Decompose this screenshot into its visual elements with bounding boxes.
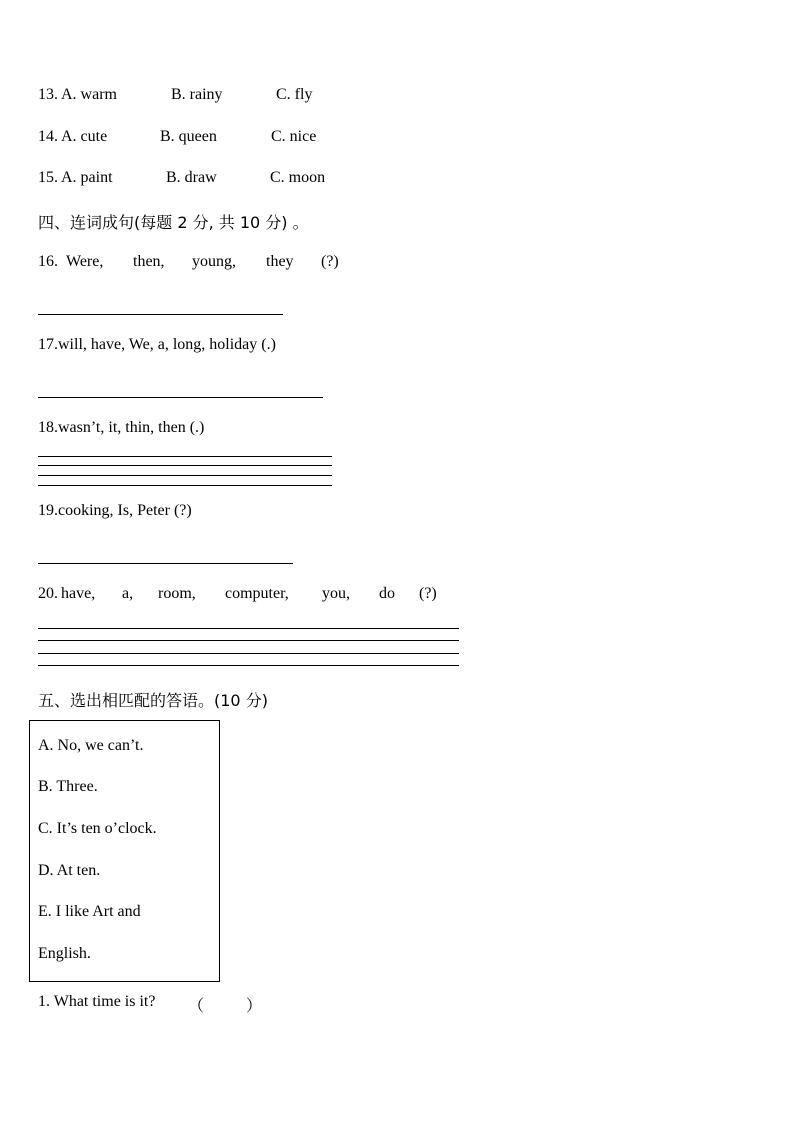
question-15-option-b: B. draw — [166, 169, 217, 186]
question-20-number: 20. — [38, 585, 58, 602]
question-13-option-b: B. rainy — [171, 86, 223, 103]
section-4-heading: 四、连词成句(每题 2 分, 共 10 分) 。 — [38, 213, 309, 232]
answer-line-18-a[interactable] — [38, 456, 332, 457]
question-17-number: 17. — [38, 336, 58, 353]
answer-line-18-c[interactable] — [38, 475, 332, 476]
question-20-word-3: room, — [158, 585, 196, 602]
question-17-words: will, have, We, a, long, holiday (.) — [58, 336, 276, 353]
answer-option-a: A. No, we can’t. — [38, 737, 144, 754]
question-19-words: cooking, Is, Peter (?) — [58, 502, 192, 519]
question-18-number: 18. — [38, 419, 58, 436]
answer-option-e-continued: English. — [38, 945, 91, 962]
answer-line-20-b[interactable] — [38, 640, 459, 641]
question-20-word-2: a, — [122, 585, 134, 602]
match-question-1-text: 1. What time is it? — [38, 993, 156, 1010]
question-20-word-7: (?) — [419, 585, 437, 602]
question-14-option-c: C. nice — [271, 128, 317, 145]
answer-option-d: D. At ten. — [38, 862, 101, 879]
question-20-word-1: have, — [61, 585, 96, 602]
question-15-option-c: C. moon — [270, 169, 326, 186]
question-16-word-1: Were, — [66, 253, 104, 270]
answer-line-19[interactable] — [38, 563, 293, 564]
question-20-word-4: computer, — [225, 585, 289, 602]
answer-line-20-d[interactable] — [38, 665, 459, 666]
question-15-number: 15. — [38, 169, 58, 186]
question-15-option-a: A. paint — [61, 169, 113, 186]
question-20-word-6: do — [379, 585, 395, 602]
question-19-number: 19. — [38, 502, 58, 519]
answer-line-20-c[interactable] — [38, 653, 459, 654]
answer-line-18-b[interactable] — [38, 465, 332, 466]
question-16-word-2: then, — [133, 253, 165, 270]
question-16-word-4: they — [266, 253, 294, 270]
question-13-option-c: C. fly — [276, 86, 313, 103]
question-17 — [38, 336, 276, 354]
question-18-words: wasn’t, it, thin, then (.) — [58, 419, 205, 436]
question-16-word-3: young, — [192, 253, 236, 270]
question-18 — [38, 419, 204, 437]
answer-option-b: B. Three. — [38, 778, 98, 795]
question-19 — [38, 502, 192, 520]
answer-line-20-a[interactable] — [38, 628, 459, 629]
answer-options-box — [29, 720, 220, 982]
question-13-option-a: A. warm — [61, 86, 117, 103]
answer-blank[interactable] — [210, 993, 250, 1011]
question-13-number: 13. — [38, 86, 58, 103]
question-16-number: 16. — [38, 253, 58, 270]
answer-option-e: E. I like Art and — [38, 903, 141, 920]
question-20-word-5: you, — [322, 585, 350, 602]
answer-line-17[interactable] — [38, 397, 323, 398]
answer-bracket-close: ） — [246, 996, 263, 1015]
answer-line-18-d[interactable] — [38, 485, 332, 486]
question-14-option-b: B. queen — [160, 128, 217, 145]
question-14-option-a: A. cute — [61, 128, 108, 145]
section-5-heading: 五、选出相匹配的答语。(10 分) — [38, 691, 268, 710]
answer-bracket-open: （ — [188, 996, 205, 1015]
question-16-word-5: (?) — [321, 253, 339, 270]
answer-line-16[interactable] — [38, 314, 283, 315]
question-14-number: 14. — [38, 128, 58, 145]
answer-option-c: C. It’s ten o’clock. — [38, 820, 157, 837]
